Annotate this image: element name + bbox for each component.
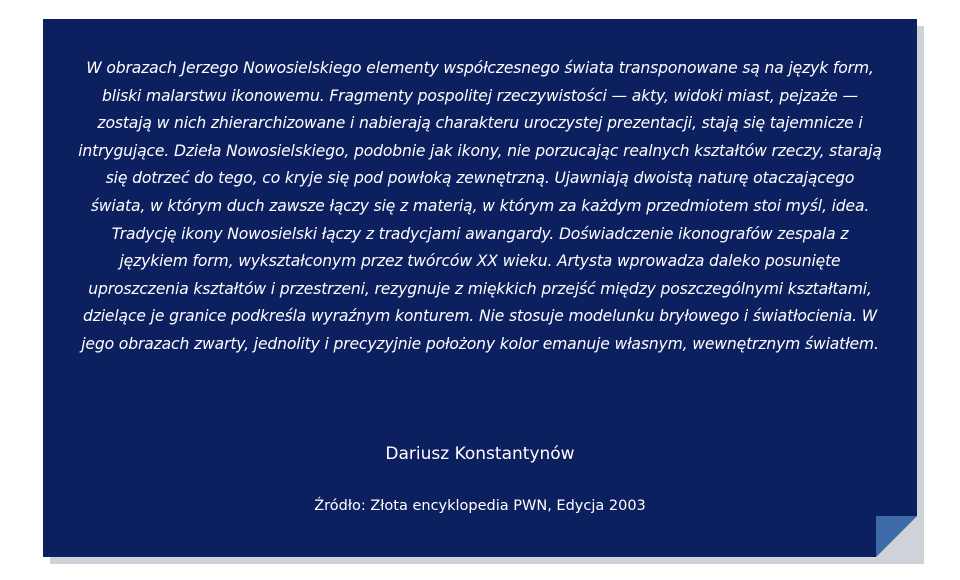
- quote-author: Dariusz Konstantynów: [385, 444, 575, 464]
- quote-paragraph-2: Tradycję ikony Nowosielski łączy z tradycjami awangardy. Doświadczenie ikonografów zespala z językiem form, wykształconym przez twórców XX wieku. Artysta wprowadza daleko posunięte uproszczenia kształtów i przestrzeni, rezygnuje z miękkich przejść między poszczególnymi kształtami, dzielące je granice podkreśla wyraźnym konturem. Nie stosuje modelunku bryłowego i światłocienia. W jego obrazach zwarty, jednolity i precyzyjnie położony kolor emanuje własnym, wewnętrznym światłem.: [81, 224, 879, 353]
- quote-paragraph-1: W obrazach Jerzego Nowosielskiego elementy współczesnego świata transponowane są na język form, bliski malarstwu ikonowemu. Fragmenty pospolitej rzeczywistości — akty, widoki miast, pejzaże — zostają w nich zhierarchizowane i nabierają charakteru uroczystej prezentacji, stają się tajemnicze i intrygujące. Dzieła Nowosielskiego, podobnie jak ikony, nie porzucając realnych kształtów rzeczy, starają się dotrzeć do tego, co kryje się pod powłoką zewnętrzną. Ujawniają dwoistą naturę otaczającego świata, w którym duch zawsze łączy się z materią, w którym za każdym przedmiotem stoi myśl, idea.: [78, 59, 882, 215]
- quote-text: [43, 55, 917, 359]
- quote-source: Źródło: Złota encyklopedia PWN, Edycja 2003: [314, 498, 646, 514]
